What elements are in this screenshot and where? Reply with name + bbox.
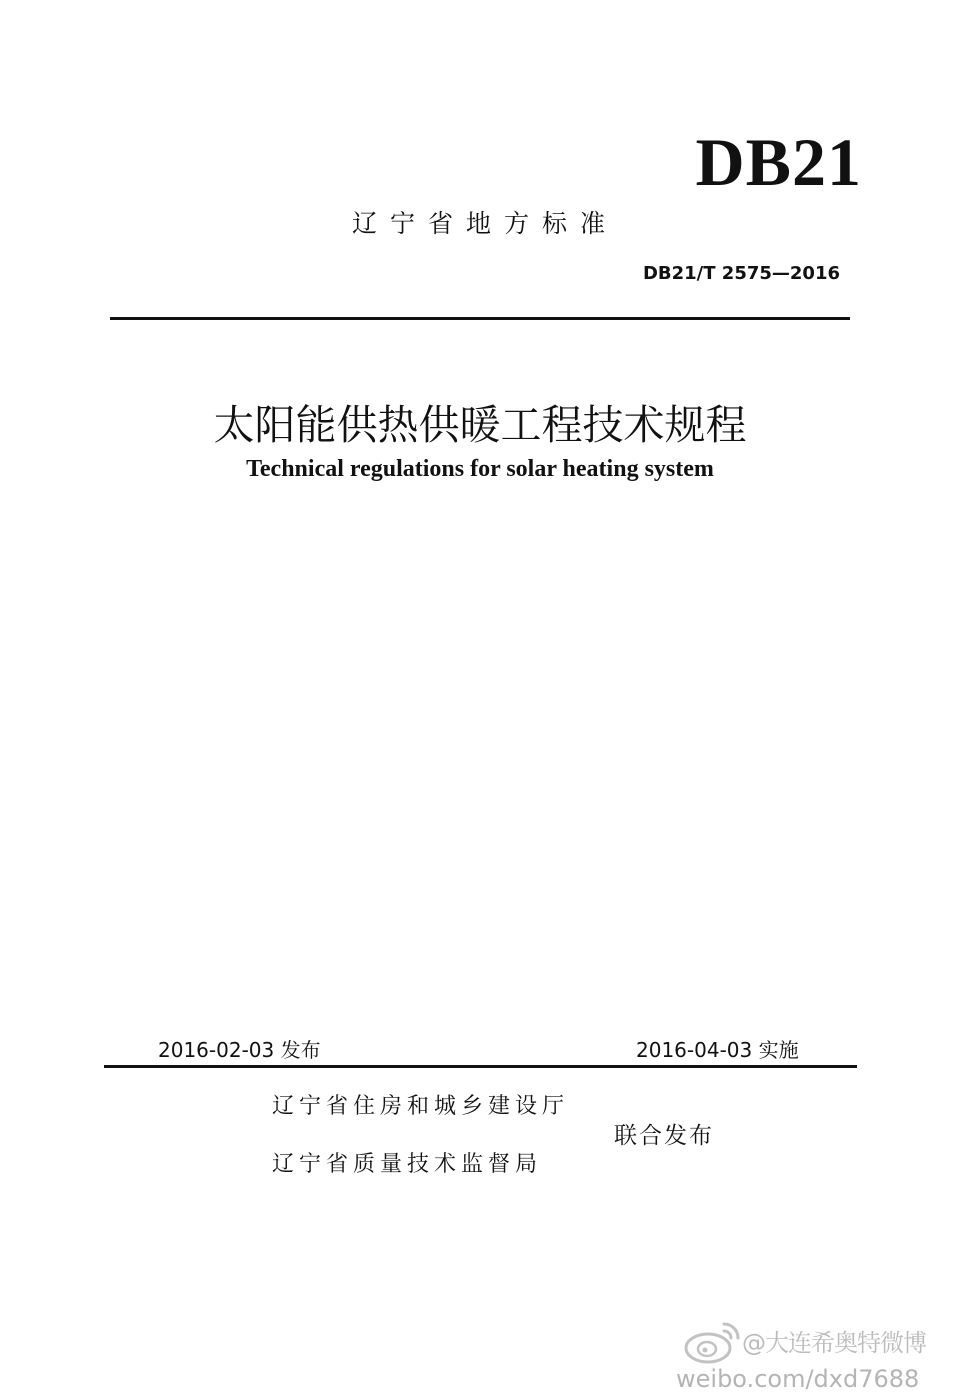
standard-type-label: 辽宁省地方标准 bbox=[352, 209, 619, 238]
title-english: Technical regulations for solar heating system bbox=[246, 456, 714, 482]
issuer-housing-department: 辽宁省住房和城乡建设厅 bbox=[272, 1094, 570, 1119]
standard-number: DB21/T 2575—2016 bbox=[642, 263, 840, 284]
issuer-quality-bureau: 辽宁省质量技术监督局 bbox=[272, 1152, 543, 1177]
weibo-watermark bbox=[676, 1316, 946, 1396]
standard-code-db21: DB21 bbox=[695, 124, 862, 200]
bottom-divider bbox=[104, 1065, 857, 1068]
issue-date: 2016-02-03 发布 bbox=[158, 1038, 321, 1062]
title-chinese: 太阳能供热供暖工程技术规程 bbox=[213, 401, 747, 449]
watermark-url: weibo.com/dxd7688 bbox=[676, 1365, 920, 1393]
joint-issue-label: 联合发布 bbox=[614, 1123, 714, 1149]
effective-date: 2016-04-03 实施 bbox=[636, 1038, 799, 1062]
weibo-logo-icon bbox=[680, 1316, 744, 1366]
top-divider bbox=[110, 317, 850, 320]
watermark-account-name: @大连希奥特微博 bbox=[742, 1329, 926, 1357]
